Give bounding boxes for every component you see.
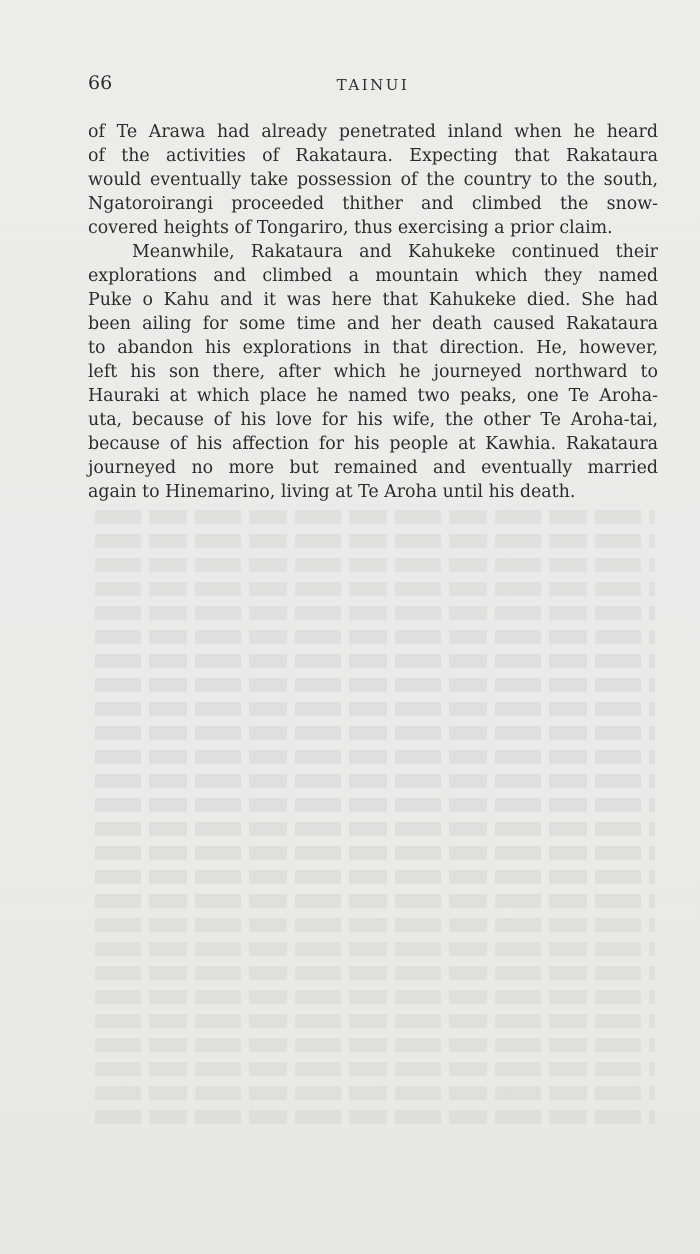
text-line: Ngatoroirangi proceeded thither and climbed the snow- [88, 194, 658, 214]
text-line: of Te Arawa had already penetrated inland when he heard [88, 122, 658, 142]
text-line: explorations and climbed a mountain which they named [88, 266, 658, 286]
text-line: again to Hinemarino, living at Te Aroha until his death. [88, 482, 576, 502]
text-line: Puke o Kahu and it was here that Kahukeke died. She had [88, 290, 658, 310]
paragraph-start-line: Meanwhile, Rakataura and Kahukeke continued their [132, 242, 658, 262]
text-line: of the activities of Rakataura. Expecting that Rakataura [88, 146, 658, 166]
body-text [88, 120, 658, 504]
text-line: journeyed no more but remained and eventually married [88, 458, 658, 478]
text-line: to abandon his explorations in that direction. He, however, [88, 338, 658, 358]
text-line: left his son there, after which he journeyed northward to [88, 362, 658, 382]
text-line: would eventually take possession of the country to the south, [88, 170, 658, 190]
running-head [88, 72, 658, 98]
text-line: uta, because of his love for his wife, the other Te Aroha-tai, [88, 410, 658, 430]
text-line: Hauraki at which place he named two peaks, one Te Aroha- [88, 386, 658, 406]
text-line: been ailing for some time and her death caused Rakataura [88, 314, 658, 334]
page-number: 66 [88, 72, 113, 94]
show-through-texture [95, 510, 655, 1150]
text-line: covered heights of Tongariro, thus exercising a prior claim. [88, 218, 613, 238]
running-title: TAINUI [336, 76, 410, 94]
text-line: because of his affection for his people at Kawhia. Rakataura [88, 434, 658, 454]
